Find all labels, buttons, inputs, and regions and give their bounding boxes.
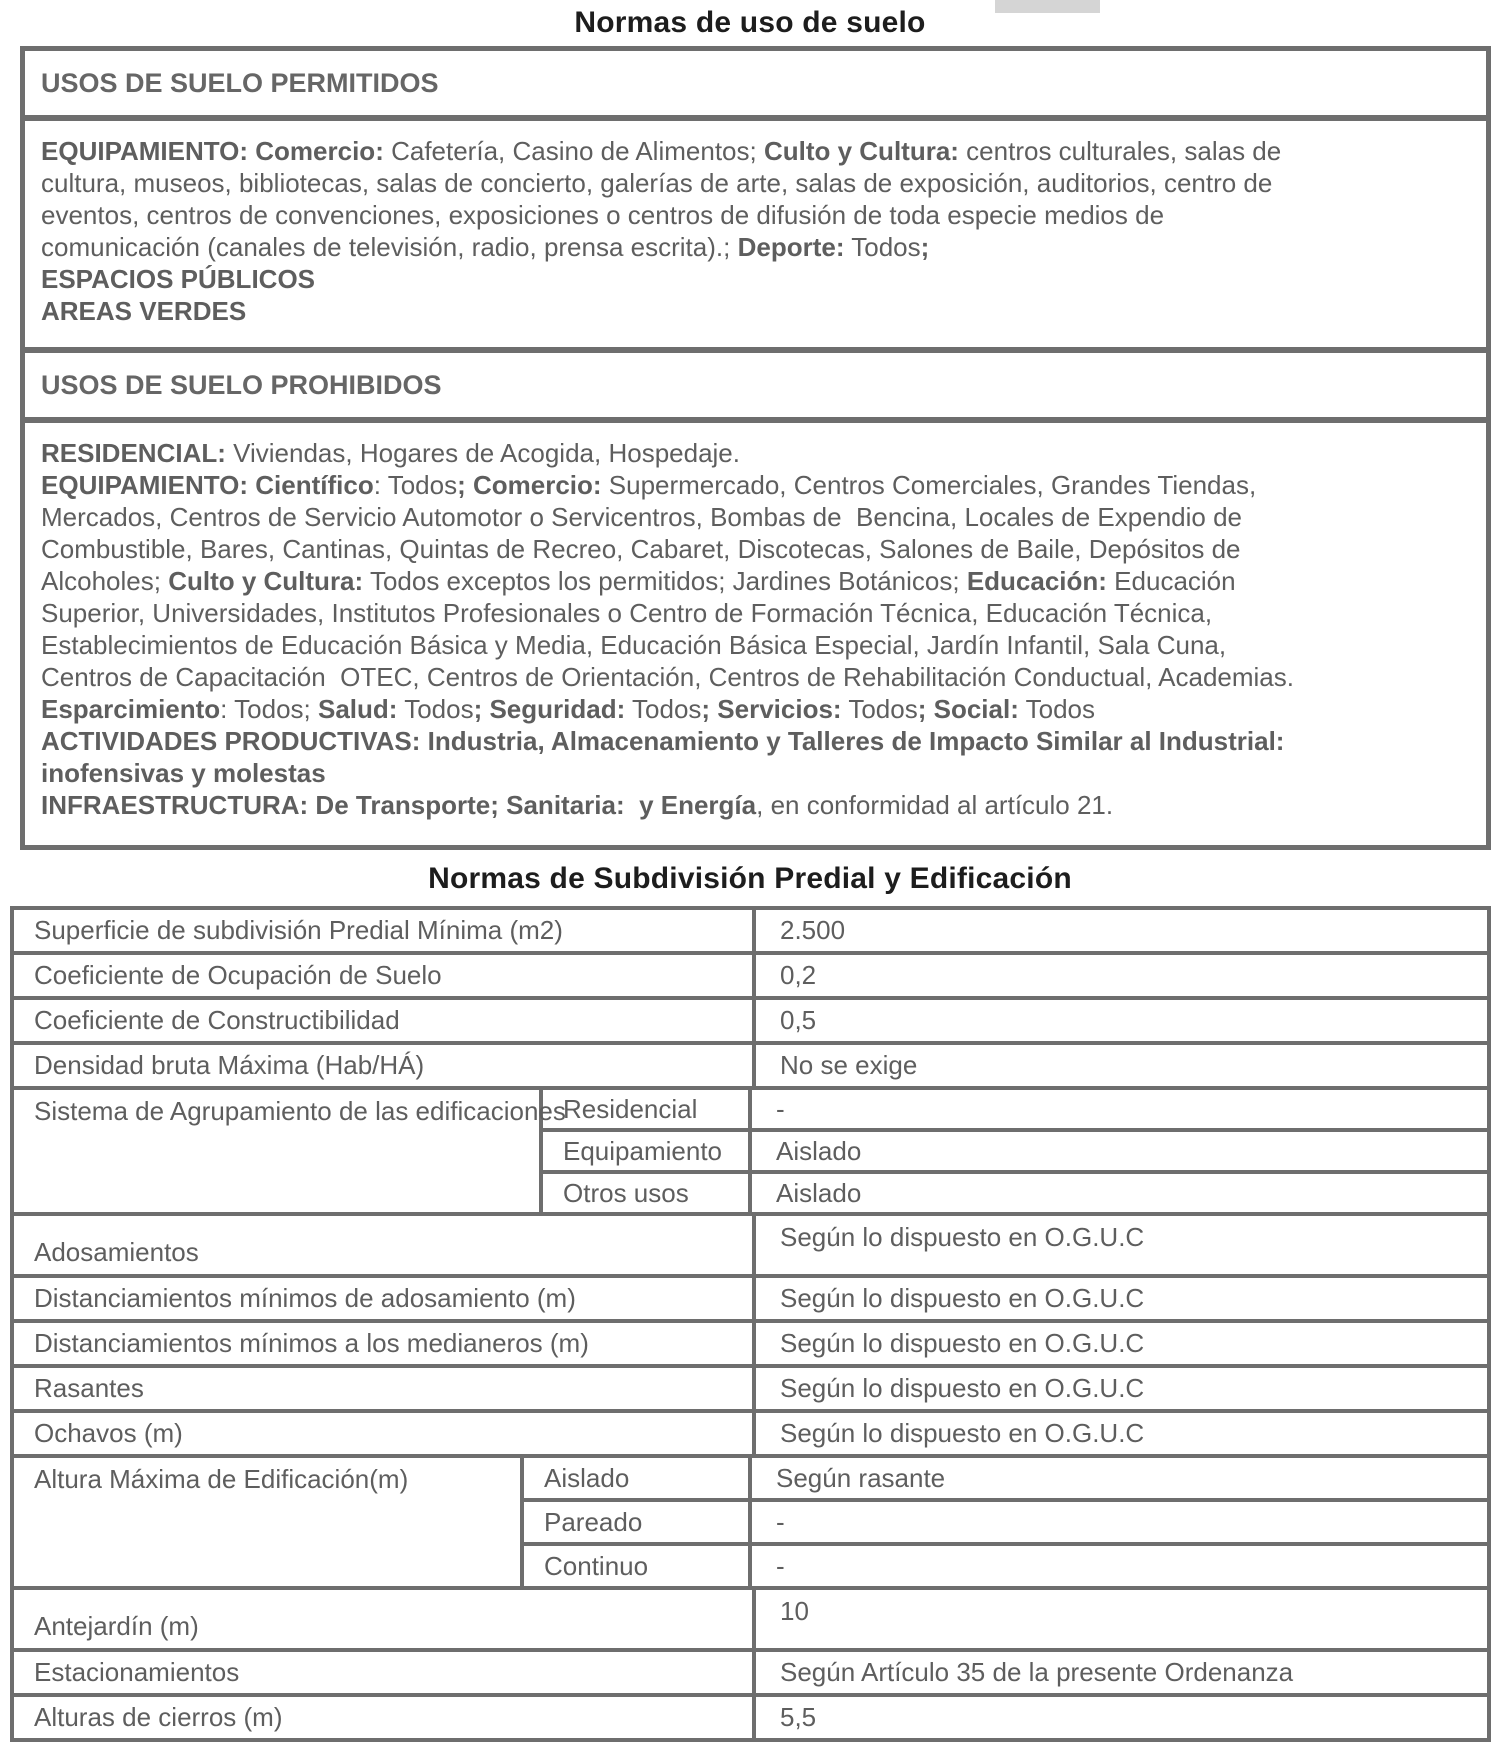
- sub-value: -: [776, 1093, 785, 1124]
- sub-row: [524, 1542, 1487, 1586]
- text-segment: Combustible, Bares, Cantinas, Quintas de Recreo, Cabaret, Discotecas, Salones de Baile, Depósitos de: [41, 534, 1241, 564]
- text-segment: Social:: [933, 694, 1019, 724]
- row-value: Según Artículo 35 de la presente Ordenanza: [780, 1657, 1294, 1687]
- sub-value: -: [776, 1506, 785, 1537]
- sub-rows: [543, 1090, 1487, 1212]
- row-label-cell: [14, 1000, 756, 1041]
- table-row: [14, 951, 1487, 996]
- text-line: [41, 757, 1470, 789]
- row-value-cell: [756, 1216, 1487, 1274]
- sub-value-cell: [752, 1546, 1487, 1586]
- row-value: Según lo dispuesto en O.G.U.C: [780, 1283, 1145, 1313]
- row-label: Densidad bruta Máxima (Hab/HÁ): [34, 1050, 425, 1080]
- text-line: [41, 469, 1470, 501]
- row-label-cell: [14, 1458, 524, 1586]
- text-line: [41, 295, 1470, 327]
- sub-value-cell: [752, 1174, 1487, 1212]
- text-segment: Viviendas, Hogares de Acogida, Hospedaje.: [225, 438, 740, 468]
- row-value-cell: [756, 1323, 1487, 1364]
- text-line: [41, 231, 1470, 263]
- row-value-cell: [756, 1590, 1487, 1648]
- text-segment: cultura, museos, bibliotecas, salas de concierto, galerías de arte, salas de exposición, auditorios, centro de: [41, 168, 1273, 198]
- text-segment: centros culturales, salas de: [958, 136, 1282, 166]
- sub-key: Aislado: [544, 1462, 630, 1493]
- row-value-cell: [756, 1697, 1487, 1738]
- row-value-cell: [756, 1000, 1487, 1041]
- text-line: [41, 263, 1470, 295]
- row-label-cell: [14, 910, 756, 951]
- text-segment: Todos: [625, 694, 702, 724]
- sub-key: Continuo: [544, 1550, 649, 1581]
- prohibited-uses-header: [25, 353, 1486, 423]
- text-segment: Educación:: [966, 566, 1107, 596]
- land-use-table: [20, 46, 1491, 850]
- text-segment: ;: [917, 694, 934, 724]
- text-segment: Cafetería, Casino de Alimentos;: [383, 136, 764, 166]
- text-segment: eventos, centros de convenciones, exposiciones o centros de difusión de toda especie medios de: [41, 200, 1165, 230]
- table-row: [14, 1454, 1487, 1586]
- row-label: Altura Máxima de Edificación(m): [34, 1464, 409, 1494]
- row-label-cell: [14, 1652, 756, 1693]
- sub-key-cell: [524, 1458, 752, 1498]
- table-row: [14, 1648, 1487, 1693]
- table-row: [14, 910, 1487, 951]
- table-row: [14, 1364, 1487, 1409]
- text-line: [41, 693, 1470, 725]
- text-segment: AREAS VERDES: [41, 296, 247, 326]
- text-segment: Mercados, Centros de Servicio Automotor o Servicentros, Bombas de Bencina, Locales de Expendio de: [41, 502, 1242, 532]
- sub-key: Equipamiento: [563, 1135, 722, 1166]
- sub-rows: [524, 1458, 1487, 1586]
- row-value-cell: [756, 1413, 1487, 1454]
- row-value-cell: [756, 1368, 1487, 1409]
- subdivision-title: Normas de Subdivisión Predial y Edificación: [428, 862, 1072, 895]
- text-segment: Supermercado, Centros Comerciales, Grandes Tiendas,: [601, 470, 1257, 500]
- text-segment: Seguridad:: [489, 694, 626, 724]
- text-segment: ;: [473, 694, 490, 724]
- row-label-cell: [14, 1697, 756, 1738]
- text-line: [41, 597, 1470, 629]
- text-segment: ESPACIOS PÚBLICOS: [41, 264, 316, 294]
- prohibited-uses-content: [25, 423, 1486, 845]
- sub-key: Pareado: [544, 1506, 643, 1537]
- text-segment: Comercio:: [472, 470, 602, 500]
- text-segment: EQUIPAMIENTO: Comercio:: [41, 136, 384, 166]
- scan-artifact: [995, 0, 1100, 13]
- row-label: Distanciamientos mínimos de adosamiento (m): [34, 1283, 576, 1313]
- permitted-uses-header: [25, 51, 1486, 121]
- sub-key-cell: [524, 1546, 752, 1586]
- row-value-cell: [756, 910, 1487, 951]
- text-segment: Todos: [1018, 694, 1096, 724]
- text-segment: ;: [701, 694, 718, 724]
- land-use-title: Normas de uso de suelo: [574, 6, 926, 39]
- text-segment: Todos: [841, 694, 918, 724]
- text-segment: Educación: [1106, 566, 1236, 596]
- row-label: Estacionamientos: [34, 1657, 240, 1687]
- subdivision-table: [10, 906, 1491, 1742]
- text-segment: ACTIVIDADES PRODUCTIVAS: Industria, Almacenamiento y Talleres de Impacto Similar al Industrial:: [41, 726, 1285, 756]
- text-segment: Salud:: [317, 694, 398, 724]
- row-label-cell: [14, 1090, 566, 1212]
- sub-value: Aislado: [776, 1177, 862, 1208]
- text-line: [41, 789, 1470, 821]
- row-value-cell: [756, 955, 1487, 996]
- text-segment: Todos: [397, 694, 474, 724]
- row-label-cell: [14, 1590, 756, 1648]
- sub-value: -: [776, 1550, 785, 1581]
- table-row: [14, 1586, 1487, 1648]
- sub-key: Otros usos: [563, 1177, 689, 1208]
- text-segment: EQUIPAMIENTO: Científico: [41, 470, 374, 500]
- row-value: 5,5: [780, 1702, 817, 1732]
- row-label: Coeficiente de Ocupación de Suelo: [34, 960, 442, 990]
- prohibited-uses-header-label: USOS DE SUELO PROHIBIDOS: [41, 369, 442, 400]
- sub-key: Residencial: [563, 1093, 698, 1124]
- text-line: [41, 725, 1470, 757]
- text-segment: Todos: [844, 232, 921, 262]
- table-row: [14, 1693, 1487, 1738]
- row-value-cell: [756, 1652, 1487, 1693]
- row-value: No se exige: [780, 1050, 918, 1080]
- row-value: Según lo dispuesto en O.G.U.C: [780, 1222, 1145, 1252]
- text-segment: Culto y Cultura:: [168, 566, 364, 596]
- table-row: [14, 1086, 1487, 1212]
- text-segment: Culto y Cultura:: [763, 136, 959, 166]
- table-row: [14, 996, 1487, 1041]
- row-value: 0,2: [780, 960, 817, 990]
- row-value-cell: [756, 1278, 1487, 1319]
- sub-value-cell: [752, 1502, 1487, 1542]
- text-line: [41, 135, 1470, 167]
- text-segment: Deporte:: [737, 232, 845, 262]
- sub-key-cell: [543, 1132, 752, 1170]
- table-row: [14, 1041, 1487, 1086]
- row-value: 2.500: [780, 915, 846, 945]
- row-value: Según lo dispuesto en O.G.U.C: [780, 1328, 1145, 1358]
- sub-row: [524, 1498, 1487, 1542]
- text-segment: Centros de Capacitación OTEC, Centros de Orientación, Centros de Rehabilitación Conductual, Academias.: [41, 662, 1294, 692]
- text-segment: Establecimientos de Educación Básica y Media, Educación Básica Especial, Jardín Infantil, Sala Cuna,: [41, 630, 1227, 660]
- row-label: Rasantes: [34, 1373, 144, 1403]
- sub-value-cell: [752, 1090, 1487, 1128]
- text-segment: : Todos;: [220, 694, 318, 724]
- table-row: [14, 1212, 1487, 1274]
- text-segment: INFRAESTRUCTURA: De Transporte; Sanitaria: y Energía: [41, 790, 757, 820]
- text-segment: : Todos: [373, 470, 458, 500]
- text-segment: Superior, Universidades, Institutos Profesionales o Centro de Formación Técnica, Educación Técnica,: [41, 598, 1213, 628]
- text-segment: comunicación (canales de televisión, radio, prensa escrita).;: [41, 232, 738, 262]
- text-segment: inofensivas y molestas: [41, 758, 326, 788]
- sub-value: Según rasante: [776, 1462, 946, 1493]
- row-label: Coeficiente de Constructibilidad: [34, 1005, 400, 1035]
- row-label-cell: [14, 1368, 756, 1409]
- sub-row: [543, 1090, 1487, 1128]
- row-label: Antejardín (m): [34, 1611, 199, 1641]
- text-segment: Servicios:: [717, 694, 842, 724]
- row-label: Adosamientos: [34, 1237, 199, 1267]
- row-label-cell: [14, 1216, 756, 1274]
- text-line: [41, 437, 1470, 469]
- text-line: [41, 661, 1470, 693]
- text-line: [41, 629, 1470, 661]
- sub-row: [543, 1128, 1487, 1170]
- text-segment: RESIDENCIAL:: [41, 438, 226, 468]
- text-line: [41, 199, 1470, 231]
- row-label-cell: [14, 955, 756, 996]
- permitted-uses-content: [25, 121, 1486, 353]
- row-value-cell: [756, 1045, 1487, 1086]
- text-segment: Esparcimiento: [41, 694, 221, 724]
- row-label-cell: [14, 1323, 756, 1364]
- permitted-uses-header-label: USOS DE SUELO PERMITIDOS: [41, 67, 439, 98]
- row-label-cell: [14, 1413, 756, 1454]
- text-segment: ;: [457, 470, 473, 500]
- row-label: Distanciamientos mínimos a los medianeros (m): [34, 1328, 589, 1358]
- row-label: Alturas de cierros (m): [34, 1702, 283, 1732]
- row-label: Ochavos (m): [34, 1418, 183, 1448]
- row-label: Superficie de subdivisión Predial Mínima (m2): [34, 915, 563, 945]
- row-value: Según lo dispuesto en O.G.U.C: [780, 1373, 1145, 1403]
- row-label: Sistema de Agrupamiento de las edificaciones: [34, 1096, 566, 1126]
- sub-row: [524, 1458, 1487, 1498]
- text-segment: Todos exceptos los permitidos; Jardines Botánicos;: [363, 566, 967, 596]
- text-line: [41, 501, 1470, 533]
- sub-value-cell: [752, 1132, 1487, 1170]
- row-label-cell: [14, 1278, 756, 1319]
- sub-row: [543, 1170, 1487, 1212]
- sub-value-cell: [752, 1458, 1487, 1498]
- row-label-cell: [14, 1045, 756, 1086]
- row-value: 0,5: [780, 1005, 817, 1035]
- text-line: [41, 167, 1470, 199]
- table-row: [14, 1274, 1487, 1319]
- table-row: [14, 1409, 1487, 1454]
- text-segment: ;: [920, 232, 930, 262]
- sub-value: Aislado: [776, 1135, 862, 1166]
- sub-key-cell: [543, 1174, 752, 1212]
- text-line: [41, 565, 1470, 597]
- row-value: 10: [780, 1596, 809, 1626]
- sub-key-cell: [524, 1502, 752, 1542]
- text-line: [41, 533, 1470, 565]
- row-value: Según lo dispuesto en O.G.U.C: [780, 1418, 1145, 1448]
- sub-key-cell: [543, 1090, 752, 1128]
- text-segment: , en conformidad al artículo 21.: [756, 790, 1114, 820]
- table-row: [14, 1319, 1487, 1364]
- text-segment: Alcoholes;: [41, 566, 169, 596]
